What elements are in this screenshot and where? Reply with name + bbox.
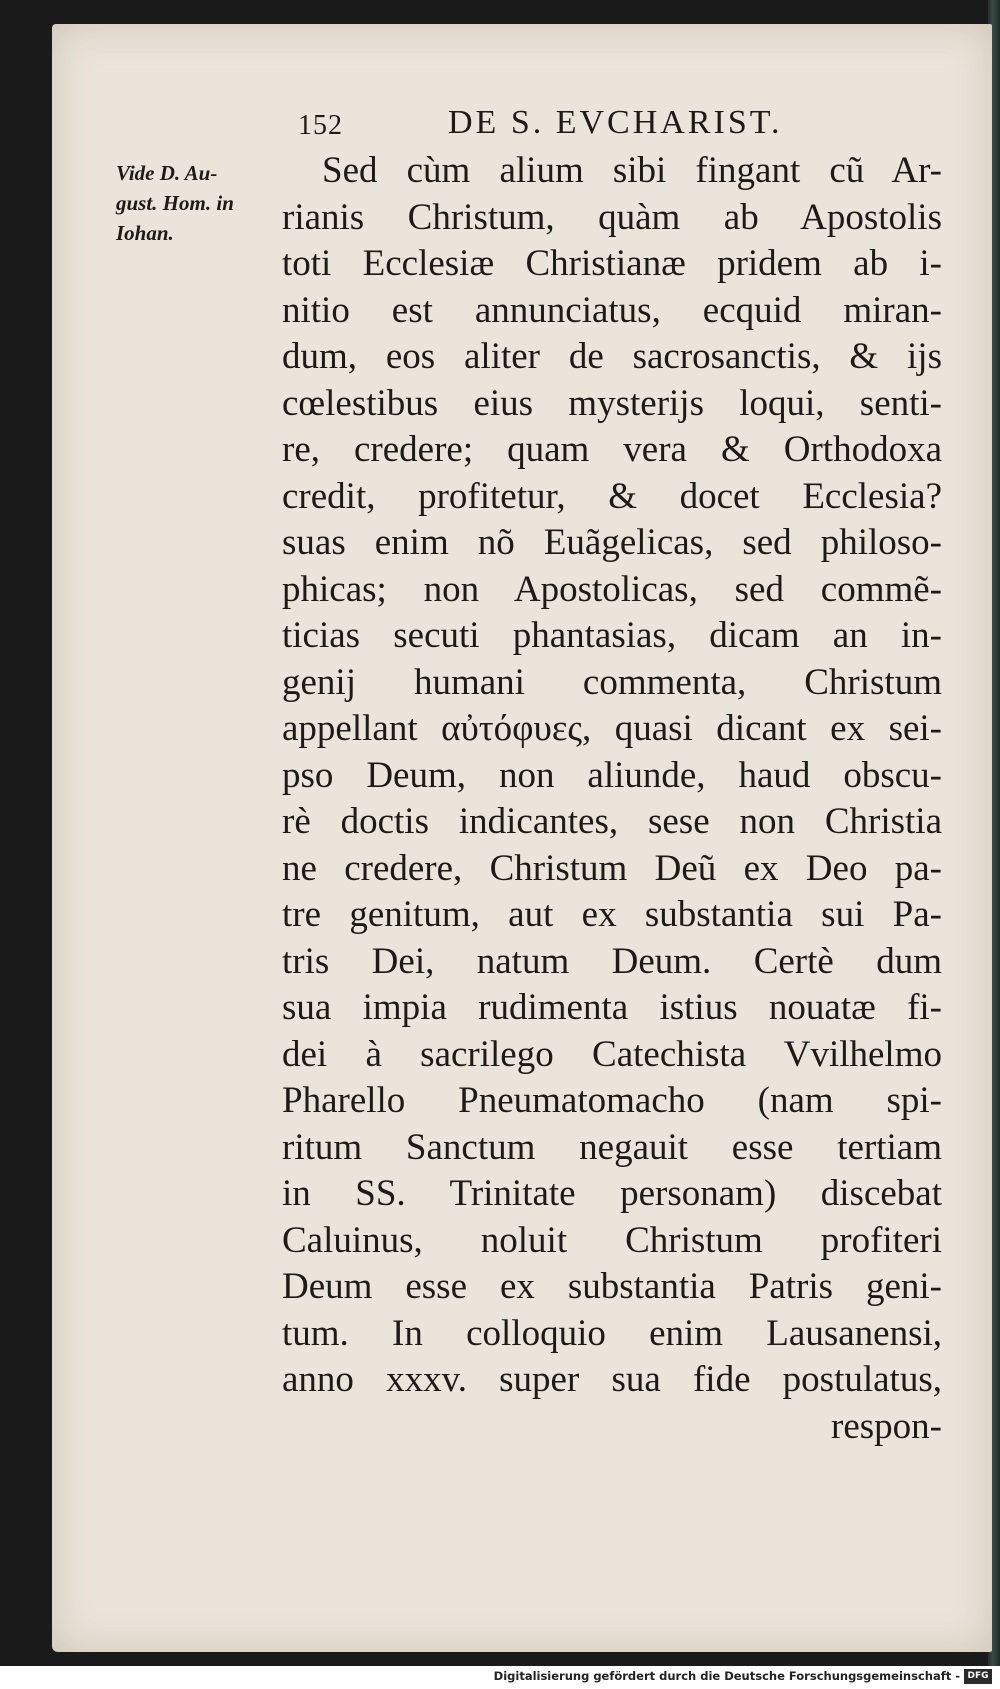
text-line: Caluinus, noluit Christum profiteri xyxy=(282,1219,942,1261)
body-text xyxy=(282,148,942,1450)
text-line: credit, profitetur, & docet Ecclesia? xyxy=(282,475,942,517)
footer-bar xyxy=(0,1666,1000,1689)
text-line: rè doctis indicantes, sese non Christia xyxy=(282,801,942,842)
text-line: anno xxxv. super sua fide postulatus, xyxy=(282,1359,942,1400)
text-line: in SS. Trinitate personam) discebat xyxy=(282,1173,942,1214)
text-line: Pharello Pneumatomacho (nam spi- xyxy=(282,1080,942,1121)
margin-note-line: Vide D. Au- xyxy=(116,161,218,185)
text-line: tris Dei, natum Deum. Certè dum xyxy=(282,940,942,982)
text-line: tre genitum, aut ex substantia sui Pa- xyxy=(282,894,942,935)
text-line: tum. In colloquio enim Lausanensi, xyxy=(282,1312,942,1354)
digitization-credit: Digitalisierung gefördert durch die Deutsche Forschungsgemeinschaft - xyxy=(493,1669,960,1683)
margin-note xyxy=(116,158,276,248)
text-line: re, credere; quam vera & Orthodoxa xyxy=(282,429,942,470)
page-header xyxy=(298,104,818,148)
running-head: DE S. EVCHARIST. xyxy=(448,104,783,141)
text-line: phicas; non Apostolicas, sed commẽ- xyxy=(282,568,942,610)
text-line: suas enim nõ Euãgelicas, sed philoso- xyxy=(282,522,942,563)
text-line: rianis Christum, quàm ab Apostolis xyxy=(282,196,942,238)
text-line: appellant αὐτόφυες, quasi dicant ex sei- xyxy=(282,708,942,749)
margin-note-line: Iohan. xyxy=(116,221,174,245)
text-line: sua impia rudimenta istius nouatæ fi- xyxy=(282,987,942,1028)
catchword: respon- xyxy=(831,1405,942,1447)
text-line: cœlestibus eius mysterijs loqui, senti- xyxy=(282,382,942,424)
page-number: 152 xyxy=(298,110,343,141)
dfg-logo-icon: DFG xyxy=(964,1669,992,1684)
text-line: pso Deum, non aliunde, haud obscu- xyxy=(282,754,942,796)
margin-note-line: gust. Hom. in xyxy=(116,191,234,215)
text-line: ritum Sanctum negauit esse tertiam xyxy=(282,1126,942,1168)
text-line: Sed cùm alium sibi fingant cũ Ar- xyxy=(322,150,942,191)
text-line: dei à sacrilego Catechista Vvilhelmo xyxy=(282,1033,942,1075)
text-line: dum, eos aliter de sacrosanctis, & ijs xyxy=(282,336,942,377)
text-line: Deum esse ex substantia Patris geni- xyxy=(282,1266,942,1307)
text-line: ne credere, Christum Deũ ex Deo pa- xyxy=(282,847,942,889)
text-line: genij humani commenta, Christum xyxy=(282,661,942,703)
text-line: nitio est annunciatus, ecquid miran- xyxy=(282,289,942,331)
text-line: ticias secuti phantasias, dicam an in- xyxy=(282,615,942,656)
text-line: toti Ecclesiæ Christianæ pridem ab i- xyxy=(282,243,942,284)
